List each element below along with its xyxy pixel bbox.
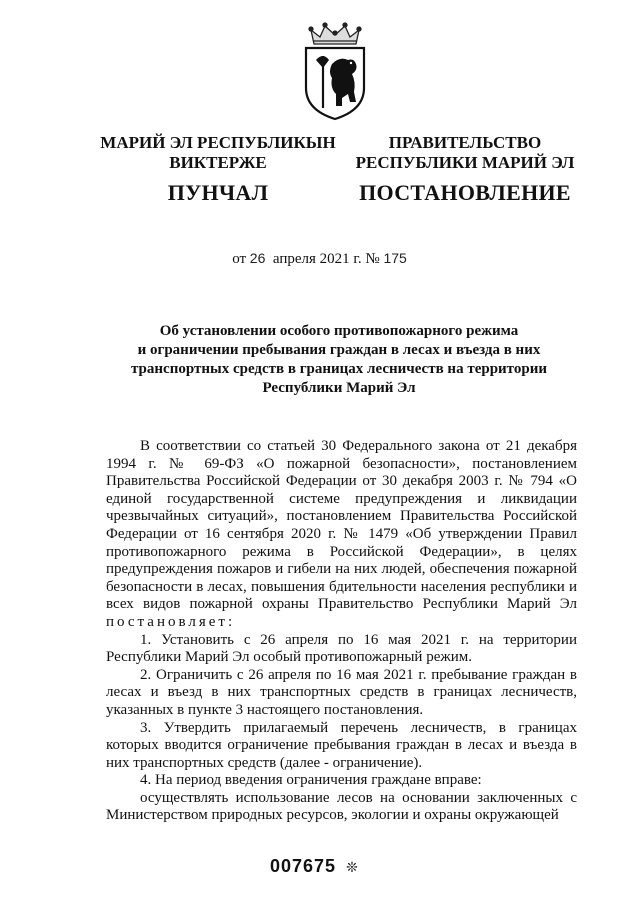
date-prefix: от <box>232 251 247 267</box>
form-serial-number: 007675 <box>270 856 337 876</box>
document-date-line <box>0 250 639 268</box>
document-body <box>106 438 577 825</box>
body-paragraph: 3. Утвердить прилагаемый перечень лесничеств, в границах которых вводится ограничение пребывания граждан в лесах и въезда в них транспортных средств (далее - ограничение). <box>106 719 577 771</box>
document-number: 175 <box>383 250 407 266</box>
body-paragraph: 4. На период введения ограничения граждане вправе: <box>140 772 482 789</box>
header-left-block <box>92 133 344 206</box>
header-right-block <box>352 133 578 206</box>
body-paragraph: 2. Ограничить с 26 апреля по 16 мая 2021 г. пребывание граждан в лесах и въезд в них транспортных средств в границах лесничеств, указанных в пункте 3 настоящего постановления. <box>106 666 577 718</box>
title-line: Республики Марий Эл <box>262 380 416 396</box>
document-title <box>118 322 560 398</box>
header-left-document-kind: ПУНЧАЛ <box>167 180 269 205</box>
header-left-line2: ВИКТЕРЖЕ <box>169 153 267 172</box>
date-middle: апреля 2021 г. № <box>272 251 380 267</box>
title-line: Об установлении особого противопожарного режима <box>159 323 519 339</box>
coat-of-arms-emblem <box>296 22 374 122</box>
date-day: 26 <box>249 250 266 266</box>
preamble-text: В соответствии со статьей 30 Федерального закона от 21 декабря 1994 г. № 69-ФЗ «О пожарной безопасности», постановлением Правительства Российской Федерации от 30 декабря 2003 г. № 794 «О единой государственной системе предупреждения и ликвидации чрезвычайных ситуаций», постановлением Правительства Российской Федерации от 16 сентября 2020 г. № 1479 «Об утверждении Правил противопожарного режима в Российской Федерации», в целях предупреждения пожаров и гибели на них людей, обеспечения пожарной безопасности в лесах, повышения бдительности населения республики и всех видов пожарной охраны Правительство Республики Марий Эл <box>106 438 577 613</box>
header-right-line2: РЕСПУБЛИКИ МАРИЙ ЭЛ <box>355 153 575 172</box>
preamble-decree-word: постановляет: <box>106 613 236 630</box>
header-right-document-kind: ПОСТАНОВЛЕНИЕ <box>359 180 571 205</box>
ornament-icon: ❊ <box>346 859 359 875</box>
body-paragraph <box>106 438 577 632</box>
body-paragraph: осуществлять использование лесов на основании заключенных с Министерством природных ресурсов, экологии и охраны окружающей <box>106 789 577 824</box>
title-line: и ограничении пребывания граждан в лесах и въезда в них <box>137 342 541 358</box>
title-line: транспортных средств в границах лесничеств на территории <box>131 361 547 377</box>
header-left-line1: МАРИЙ ЭЛ РЕСПУБЛИКЫН <box>100 133 336 152</box>
header-right-line1: ПРАВИТЕЛЬСТВО <box>388 133 542 152</box>
body-paragraph: 1. Установить с 26 апреля по 16 мая 2021 г. на территории Республики Марий Эл особый противопожарный режим. <box>106 631 577 666</box>
form-serial-footer <box>270 856 390 877</box>
